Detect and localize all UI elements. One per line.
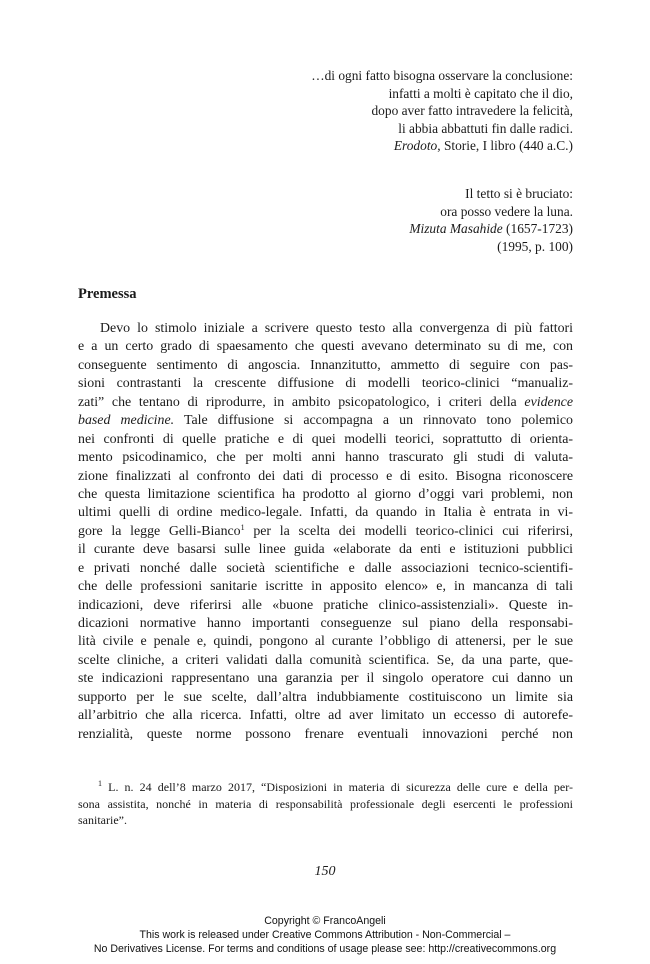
- footnote-line: sona assistita, nonché in materia di responsabilità professionale degli esercenti le professioni: [78, 796, 573, 811]
- text-line: [78, 394, 573, 412]
- text-segment: gore la legge Gelli-Bianco: [78, 523, 241, 539]
- text-line: mento psicodinamico, che per molti anni hanno trascurato gli studi di valuta-: [78, 450, 573, 466]
- epigraph-author-dates: (1657-1723): [502, 221, 573, 237]
- text-segment: zati” che tentano di riprodurre, in ambito psicopatologico, i criteri della: [78, 394, 525, 410]
- text-line: lità civile e penale e, quindi, pongono al curante l’obbligo di attenersi, per le sue: [78, 634, 573, 650]
- text-line: dicazioni normative hanno importanti conseguenze sul piano della responsabi-: [78, 616, 573, 631]
- epigraph-line: dopo aver fatto intravedere la felicità,: [371, 103, 573, 119]
- text-segment: per la scelta dei modelli teorico-clinici cui riferirsi,: [244, 523, 573, 539]
- epigraph-line: ora posso vedere la luna.: [440, 203, 573, 219]
- epigraph-source: , Storie, I libro (440 a.C.): [437, 138, 573, 154]
- text-line: sioni contrastanti la crescente diffusione di modelli teorico-clinici “manualiz-: [78, 376, 573, 392]
- epigraph-attribution: [311, 137, 573, 155]
- text-line: all’arbitrio che alla ricerca. Infatti, oltre ad aver limitato un eccesso di autorefe-: [78, 708, 573, 724]
- italic-term: based medicine.: [78, 413, 175, 429]
- footnote-marker: 1: [98, 779, 102, 788]
- text-line: il curante deve basarsi sulle linee guida «elaborate da enti e istituzioni pubblici: [78, 542, 573, 558]
- epigraph-line: …di ogni fatto bisogna osservare la conclusione:: [311, 68, 573, 83]
- footnote: [78, 779, 573, 829]
- text-line: [78, 412, 573, 430]
- text-line: scelte cliniche, a criteri validati dalla comunità scientifica. Se, da una parte, que-: [78, 652, 573, 668]
- italic-term: evidence: [524, 394, 573, 410]
- epigraph-herodotus: [311, 67, 573, 155]
- text-line: che delle professioni sanitarie iscritte in apposito elenco» e, in mancanza di tali: [78, 579, 573, 595]
- epigraph-line: infatti a molti è capitato che il dio,: [388, 85, 573, 101]
- epigraph-citation: (1995, p. 100): [497, 238, 573, 254]
- text-line: nei confronti di quelle pratiche e di quei modelli teorici, soprattutto di orienta-: [78, 431, 573, 447]
- epigraph-line: li abbia abbattuti fin dalle radici.: [398, 120, 573, 136]
- text-line: Devo lo stimolo iniziale a scrivere questo testo alla convergenza di più fattori: [100, 321, 573, 336]
- text-line: [78, 523, 573, 541]
- text-line: che questa limitazione scientifica ha prodotto al giorno d’oggi vari problemi, non: [78, 486, 573, 502]
- license-notice: [0, 914, 650, 956]
- text-segment: Tale diffusione si accompagna a un rinnovato tono polemico: [174, 413, 573, 429]
- text-line: indicazioni, deve riferirsi alle «buone pratiche clinico-assistenziali». Queste in-: [78, 597, 573, 613]
- footnote-reference[interactable]: 1: [240, 522, 245, 532]
- text-segment: L. n. 24 dell’8 marzo 2017, “Disposizioni in materia di sicurezza delle cure e della per-: [102, 780, 573, 794]
- footnote-line: [78, 779, 573, 796]
- text-line: supporto per le sue scelte, dall’altra indubbiamente costituiscono un limite sia: [78, 689, 573, 705]
- text-line: conseguente sentimento di angoscia. Innanzitutto, ammetto di seguire con pas-: [78, 357, 573, 373]
- epigraph-masahide: [409, 185, 573, 255]
- epigraph-attribution: [409, 220, 573, 238]
- text-line: e a un certo grado di spaesamento che questi avevano determinato su di me, con: [78, 339, 573, 355]
- epigraph-author: Mizuta Masahide: [409, 221, 503, 237]
- license-line: No Derivatives License. For terms and conditions of usage please see: http://creativecommons.org: [93, 943, 557, 955]
- text-line: e privati nonché dalle società scientifiche e dalle associazioni tecnico-scientifi-: [78, 560, 573, 576]
- page-number: 150: [314, 864, 336, 879]
- license-line: This work is released under Creative Commons Attribution - Non-Commercial –: [139, 929, 511, 941]
- copyright-line: Copyright © FrancoAngeli: [264, 915, 386, 927]
- text-line: ultimi quelli di ordine medico-legale. Infatti, da quando in Italia è entrata in vi-: [78, 505, 573, 521]
- text-line: zione finalizzati al confronto dei dati di processo e di esito. Bisogna riconoscere: [78, 468, 573, 484]
- epigraph-line: Il tetto si è bruciato:: [465, 186, 573, 201]
- text-line: renzialità, queste norme possono frenare eventuali innovazioni perché non: [78, 726, 573, 742]
- section-heading: Premessa: [78, 286, 137, 302]
- text-line: ste indicazioni rappresentano una garanzia per il singolo operatore cui danno un: [78, 671, 573, 687]
- footnote-line: sanitarie”.: [78, 813, 127, 827]
- body-paragraph: [78, 320, 573, 744]
- epigraph-author: Erodoto: [393, 138, 438, 154]
